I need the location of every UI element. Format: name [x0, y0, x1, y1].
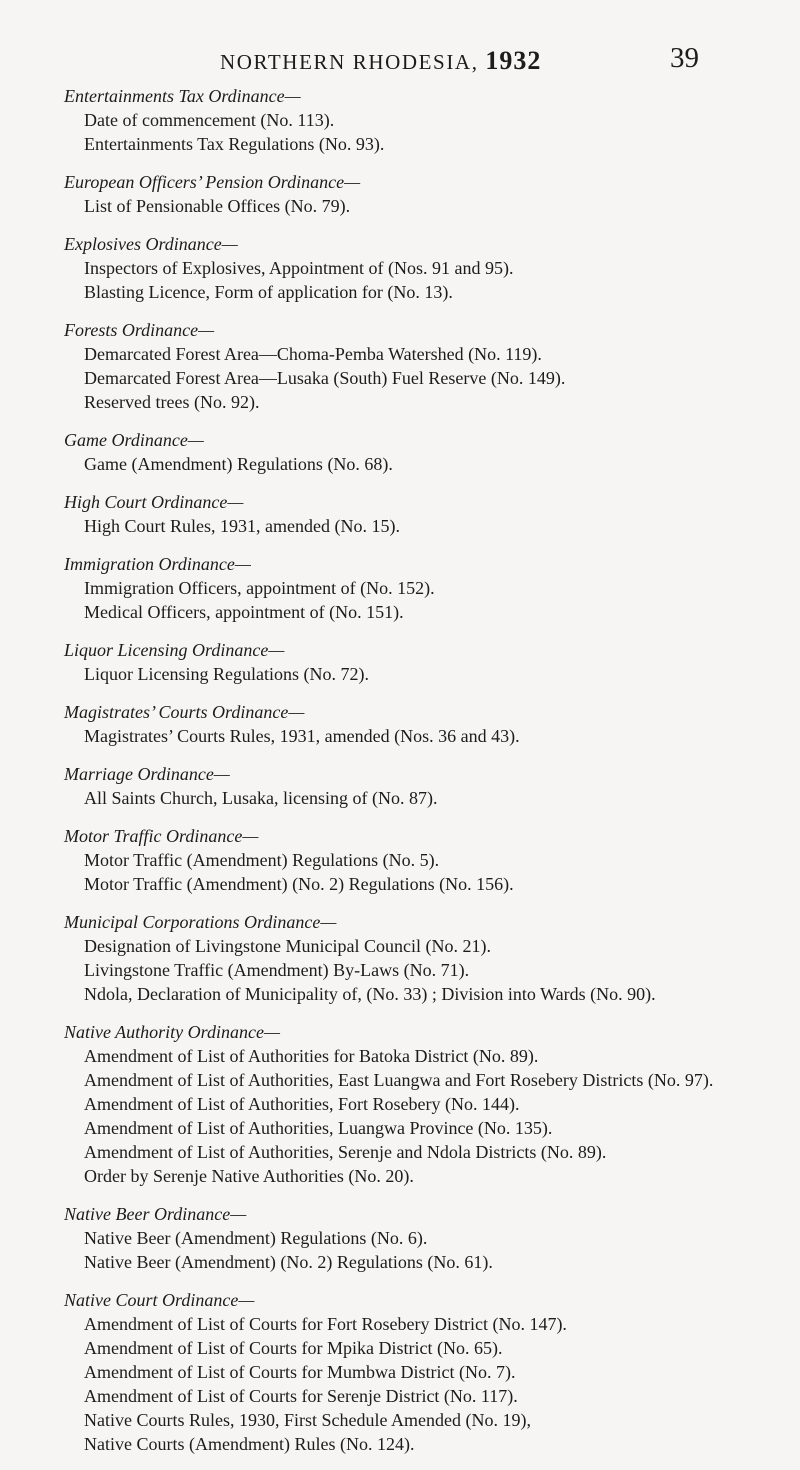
section-entry: Amendment of List of Authorities for Batoka District (No. 89).	[84, 1046, 539, 1066]
running-title-text: NORTHERN RHODESIA,	[220, 50, 479, 74]
section-liquor-licensing	[64, 638, 776, 686]
section-heading: Motor Traffic Ordinance—	[64, 826, 259, 846]
section-native-court	[64, 1288, 776, 1456]
section-entry: Medical Officers, appointment of (No. 151).	[84, 602, 404, 622]
section-entry: Inspectors of Explosives, Appointment of (Nos. 91 and 95).	[84, 258, 514, 278]
section-native-beer	[64, 1202, 776, 1274]
section-entry: Designation of Livingstone Municipal Council (No. 21).	[84, 936, 491, 956]
section-heading: Marriage Ordinance—	[64, 764, 230, 784]
section-marriage	[64, 762, 776, 810]
section-entry: List of Pensionable Offices (No. 79).	[84, 196, 351, 216]
section-heading: Forests Ordinance—	[64, 320, 215, 340]
section-entry: Amendment of List of Authorities, East Luangwa and Fort Rosebery Districts (No. 97).	[84, 1070, 714, 1090]
running-title-year: 1932	[485, 46, 542, 75]
section-entry: Native Beer (Amendment) (No. 2) Regulations (No. 61).	[84, 1252, 493, 1272]
section-entry: All Saints Church, Lusaka, licensing of (No. 87).	[84, 788, 438, 808]
section-entry: Demarcated Forest Area—Lusaka (South) Fuel Reserve (No. 149).	[84, 368, 566, 388]
section-entry: Native Courts Rules, 1930, First Schedule Amended (No. 19),	[84, 1410, 531, 1430]
section-entry: Livingstone Traffic (Amendment) By-Laws (No. 71).	[84, 960, 470, 980]
section-high-court	[64, 490, 776, 538]
section-game	[64, 428, 776, 476]
section-magistrates-courts	[64, 700, 776, 748]
section-entry: Entertainments Tax Regulations (No. 93).	[84, 134, 385, 154]
section-entry: High Court Rules, 1931, amended (No. 15).	[84, 516, 400, 536]
section-entry: Immigration Officers, appointment of (No. 152).	[84, 578, 435, 598]
section-motor-traffic	[64, 824, 776, 896]
section-entry: Liquor Licensing Regulations (No. 72).	[84, 664, 369, 684]
section-native-authority	[64, 1020, 776, 1188]
section-heading: Native Beer Ordinance—	[64, 1204, 247, 1224]
section-heading: Game Ordinance—	[64, 430, 204, 450]
section-heading: European Officers’ Pension Ordinance—	[64, 172, 361, 192]
section-entertainments-tax	[64, 84, 776, 156]
section-explosives	[64, 232, 776, 304]
section-heading: Entertainments Tax Ordinance—	[64, 86, 301, 106]
section-immigration	[64, 552, 776, 624]
section-heading: Magistrates’ Courts Ordinance—	[64, 702, 305, 722]
section-entry: Amendment of List of Courts for Mpika District (No. 65).	[84, 1338, 503, 1358]
section-entry: Native Beer (Amendment) Regulations (No. 6).	[84, 1228, 428, 1248]
ordinance-list	[64, 84, 776, 1470]
section-heading: Native Authority Ordinance—	[64, 1022, 280, 1042]
section-entry: Reserved trees (No. 92).	[84, 392, 260, 412]
section-heading: Immigration Ordinance—	[64, 554, 251, 574]
section-heading: Native Court Ordinance—	[64, 1290, 255, 1310]
section-entry: Amendment of List of Authorities, Luangwa Province (No. 135).	[84, 1118, 553, 1138]
section-entry: Blasting Licence, Form of application for (No. 13).	[84, 282, 453, 302]
section-entry: Amendment of List of Courts for Serenje District (No. 117).	[84, 1386, 518, 1406]
section-entry: Amendment of List of Authorities, Fort Rosebery (No. 144).	[84, 1094, 520, 1114]
running-title	[220, 46, 541, 76]
running-head	[0, 38, 800, 78]
page-number: 39	[670, 42, 699, 74]
section-entry: Motor Traffic (Amendment) (No. 2) Regulations (No. 156).	[84, 874, 514, 894]
section-entry: Date of commencement (No. 113).	[84, 110, 335, 130]
section-heading: Explosives Ordinance—	[64, 234, 238, 254]
section-heading: Municipal Corporations Ordinance—	[64, 912, 337, 932]
section-heading: Liquor Licensing Ordinance—	[64, 640, 285, 660]
section-entry: Amendment of List of Courts for Fort Rosebery District (No. 147).	[84, 1314, 567, 1334]
section-european-officers-pension	[64, 170, 776, 218]
section-forests	[64, 318, 776, 414]
section-entry: Demarcated Forest Area—Choma-Pemba Watershed (No. 119).	[84, 344, 542, 364]
section-entry: Amendment of List of Courts for Mumbwa District (No. 7).	[84, 1362, 516, 1382]
section-entry: Ndola, Declaration of Municipality of, (No. 33) ; Division into Wards (No. 90).	[84, 984, 656, 1004]
section-entry: Motor Traffic (Amendment) Regulations (No. 5).	[84, 850, 440, 870]
section-entry: Amendment of List of Authorities, Serenje and Ndola Districts (No. 89).	[84, 1142, 607, 1162]
section-entry: Magistrates’ Courts Rules, 1931, amended (Nos. 36 and 43).	[84, 726, 520, 746]
section-municipal-corporations	[64, 910, 776, 1006]
section-entry: Native Courts (Amendment) Rules (No. 124).	[84, 1434, 415, 1454]
section-entry: Game (Amendment) Regulations (No. 68).	[84, 454, 393, 474]
section-entry: Order by Serenje Native Authorities (No. 20).	[84, 1166, 414, 1186]
section-heading: High Court Ordinance—	[64, 492, 244, 512]
